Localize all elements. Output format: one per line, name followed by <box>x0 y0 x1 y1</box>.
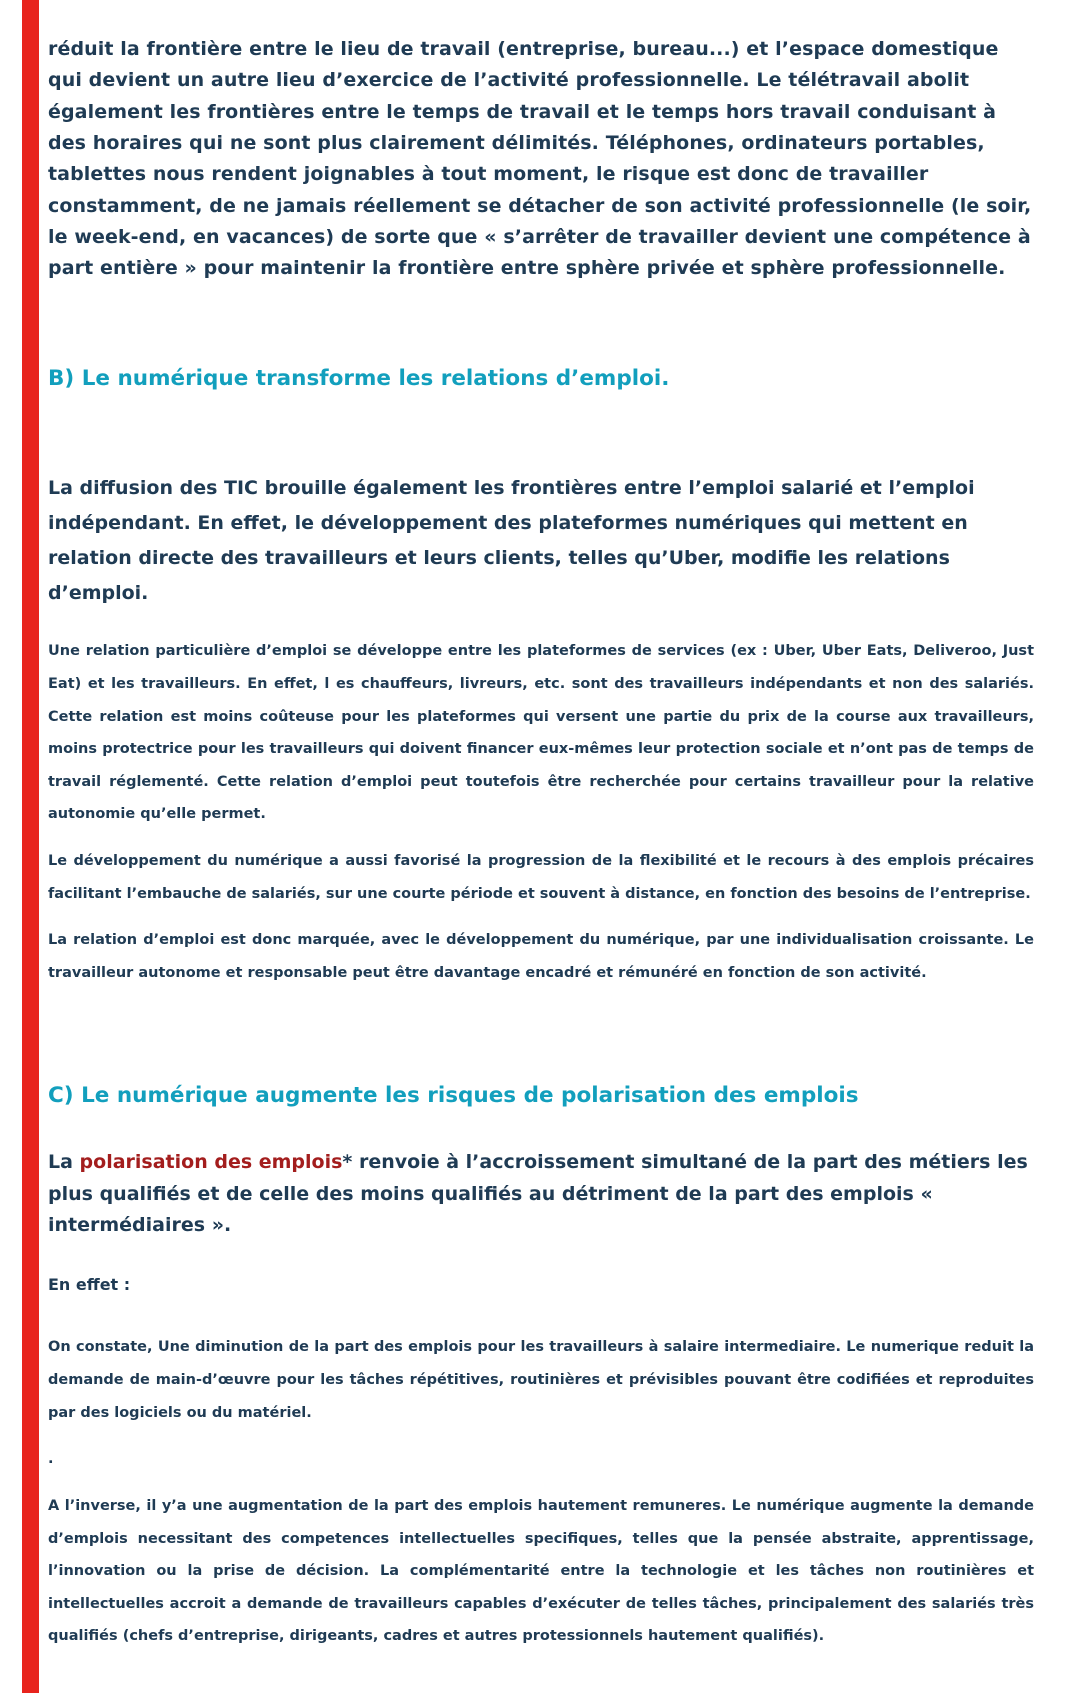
section-c-paragraph-augmentation: A l’inverse, il y’a une augmentation de la part des emplois hautement remuneres. Le numérique augmente la demande d’emplois necessitant des competences intellectuelles specifiques, telles que la pensée abstraite, apprentissage, l’innovation ou la prise de décision. La complémentarité entre la technologie et les tâches non routinières et intellectuelles accroit a demande de travailleurs capables d’exécuter de telles tâches, principalement des salariés très qualifiés (chefs d’entreprise, dirigeants, cadres et autres protessionnels hautement qualifiés). <box>48 1497 1034 1645</box>
left-accent-bar <box>22 0 39 1693</box>
polarisation-term-highlight: polarisation des emplois <box>79 1151 343 1174</box>
section-c-paragraph-diminution: On constate, Une diminution de la part des emplois pour les travailleurs à salaire intermediaire. Le numerique reduit la demande de main-d’œuvre pour les tâches répétitives, routinières et prévisibles pouvant être codifiées et reproduites par des logiciels ou du matériel. <box>48 1339 1034 1421</box>
lone-period: . <box>48 1451 54 1468</box>
definition-rest: * renvoie à l’accroissement simultané de la part des métiers les plus qualifiés et de celle des moins qualifiés au détriment de la part des emplois « intermédiaires ». <box>48 1151 1028 1237</box>
definition-prefix: La <box>48 1151 80 1174</box>
section-b-heading: B) Le numérique transforme les relations d’emploi. <box>48 365 670 391</box>
section-c-heading: C) Le numérique augmente les risques de polarisation des emplois <box>48 1082 859 1108</box>
section-c-definition-paragraph <box>48 1147 1034 1241</box>
section-b-paragraph-individualisation: La relation d’emploi est donc marquée, avec le développement du numérique, par une individualisation croissante. Le travailleur autonome et responsable peut être davantage encadré et rémunéré en fonction de son activité. <box>48 932 1034 981</box>
section-b-paragraph-flexibility: Le développement du numérique a aussi favorisé la progression de la flexibilité et le recours à des emplois précaires facilitant l’embauche de salariés, sur une courte période et souvent à distance, en fonction des besoins de l’entreprise. <box>48 853 1034 902</box>
intro-paragraph: réduit la frontière entre le lieu de travail (entreprise, bureau...) et l’espace domestique qui devient un autre lieu d’exercice de l’activité professionnelle. Le télétravail abolit également les frontières entre le temps de travail et le temps hors travail conduisant à des horaires qui ne sont plus clairement délimités. Téléphones, ordinateurs portables, tablettes nous rendent joignables à tout moment, le risque est donc de travailler constamment, de ne jamais réellement se détacher de son activité professionnelle (le soir, le week-end, en vacances) de sorte que « s’arrêter de travailler devient une compétence à part entière » pour maintenir la frontière entre sphère privée et sphère professionnelle. <box>48 38 1032 280</box>
en-effet-label: En effet : <box>48 1275 131 1295</box>
section-b-body <box>48 635 1034 989</box>
section-b-paragraph-platforms: Une relation particulière d’emploi se développe entre les plateformes de services (ex : Uber, Uber Eats, Deliveroo, Just Eat) et les travailleurs. En effet, l es chauffeurs, livreurs, etc. sont des travailleurs indépendants et non des salariés. Cette relation est moins coûteuse pour les plateformes qui versent une partie du prix de la course aux travailleurs, moins protectrice pour les travailleurs qui doivent financer eux-mêmes leur protection sociale et n’ont pas de temps de travail réglementé. Cette relation d’emploi peut toutefois être recherchée pour certains travailleur pour la relative autonomie qu’elle permet. <box>48 643 1034 823</box>
section-b-lead-paragraph: La diffusion des TIC brouille également les frontières entre l’emploi salarié et l’emploi indépendant. En effet, le développement des plateformes numériques qui mettent en relation directe des travailleurs et leurs clients, telles qu’Uber, modifie les relations d’emploi. <box>48 476 975 605</box>
